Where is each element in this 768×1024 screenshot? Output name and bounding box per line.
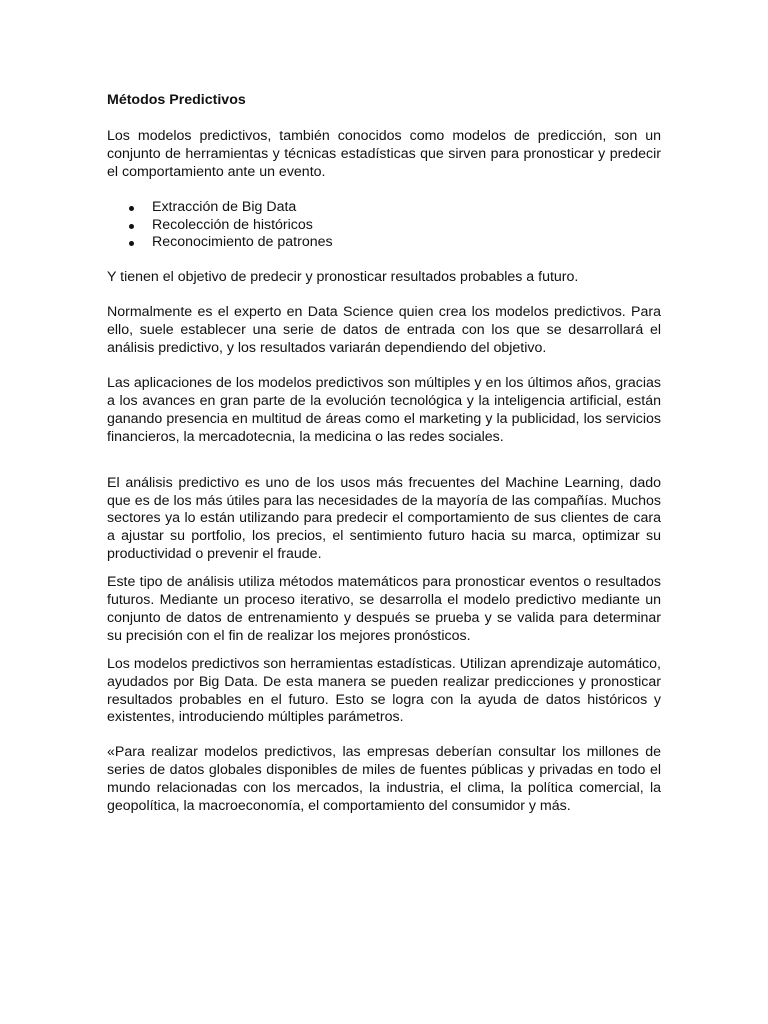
list-item-text: Recolección de históricos xyxy=(152,216,313,233)
quote-paragraph: «Para realizar modelos predictivos, las empresas deberían consultar los millones de series de datos globales disponibles de miles de fuentes públicas y privadas en todo el mundo relacionadas con los mercados, la industria, el clima, la política comercial, la geopolítica, la macroeconomía, el comportamiento del consumidor y más. xyxy=(107,744,661,815)
list-item-text: Extracción de Big Data xyxy=(152,198,297,215)
bullet-icon xyxy=(129,224,134,229)
data-science-paragraph: Normalmente es el experto en Data Science quien crea los modelos predictivos. Para ello, suele establecer una serie de datos de entrada con los que se desarrollará el análisis predictivo, y los resultados variarán dependiendo del objetivo. xyxy=(107,304,661,357)
document-page xyxy=(107,92,661,833)
list-item xyxy=(129,234,661,252)
applications-paragraph: Las aplicaciones de los modelos predictivos son múltiples y en los últimos años, gracias a los avances en gran parte de la evolución tecnológica y la inteligencia artificial, están ganando presencia en multitud de áreas como el marketing y la publicidad, los servicios financieros, la mercadotecnia, la medicina o las redes sociales. xyxy=(107,374,661,445)
machine-learning-paragraph: El análisis predictivo es uno de los usos más frecuentes del Machine Learning, dado que es de los más útiles para las necesidades de la mayoría de las compañías. Muchos sectores ya lo están utilizando para predecir el comportamiento de sus clientes de cara a ajustar su portfolio, los precios, el sentimiento futuro hacia su marca, optimizar su productividad o prevenir el fraude. xyxy=(107,474,661,563)
document-title: Métodos Predictivos xyxy=(107,92,246,108)
analysis-method-paragraph: Este tipo de análisis utiliza métodos matemáticos para pronosticar eventos o resultados futuros. Mediante un proceso iterativo, se desarrolla el modelo predictivo mediante un conjunto de datos de entrenamiento y después se prueba y se valida para determinar su precisión con el fin de realizar los mejores pronósticos. xyxy=(107,574,661,644)
statistical-tools-paragraph: Los modelos predictivos son herramientas estadísticas. Utilizan aprendizaje automático, ayudados por Big Data. De esta manera se pueden realizar predicciones y pronosticar resultados probables en el futuro. Esto se logra con la ayuda de datos históricos y existentes, introduciendo múltiples parámetros. xyxy=(107,655,661,726)
bullet-icon xyxy=(129,241,134,246)
intro-paragraph: Los modelos predictivos, también conocidos como modelos de predicción, son un conjunto de herramientas y técnicas estadísticas que sirven para pronosticar y predecir el comportamiento ante un evento. xyxy=(107,127,661,180)
bullet-list xyxy=(107,199,661,253)
objective-paragraph: Y tienen el objetivo de predecir y pronosticar resultados probables a futuro. xyxy=(107,269,579,286)
bullet-icon xyxy=(129,206,134,211)
list-item xyxy=(129,199,661,217)
list-item-text: Reconocimiento de patrones xyxy=(152,234,333,251)
list-item xyxy=(129,217,661,235)
